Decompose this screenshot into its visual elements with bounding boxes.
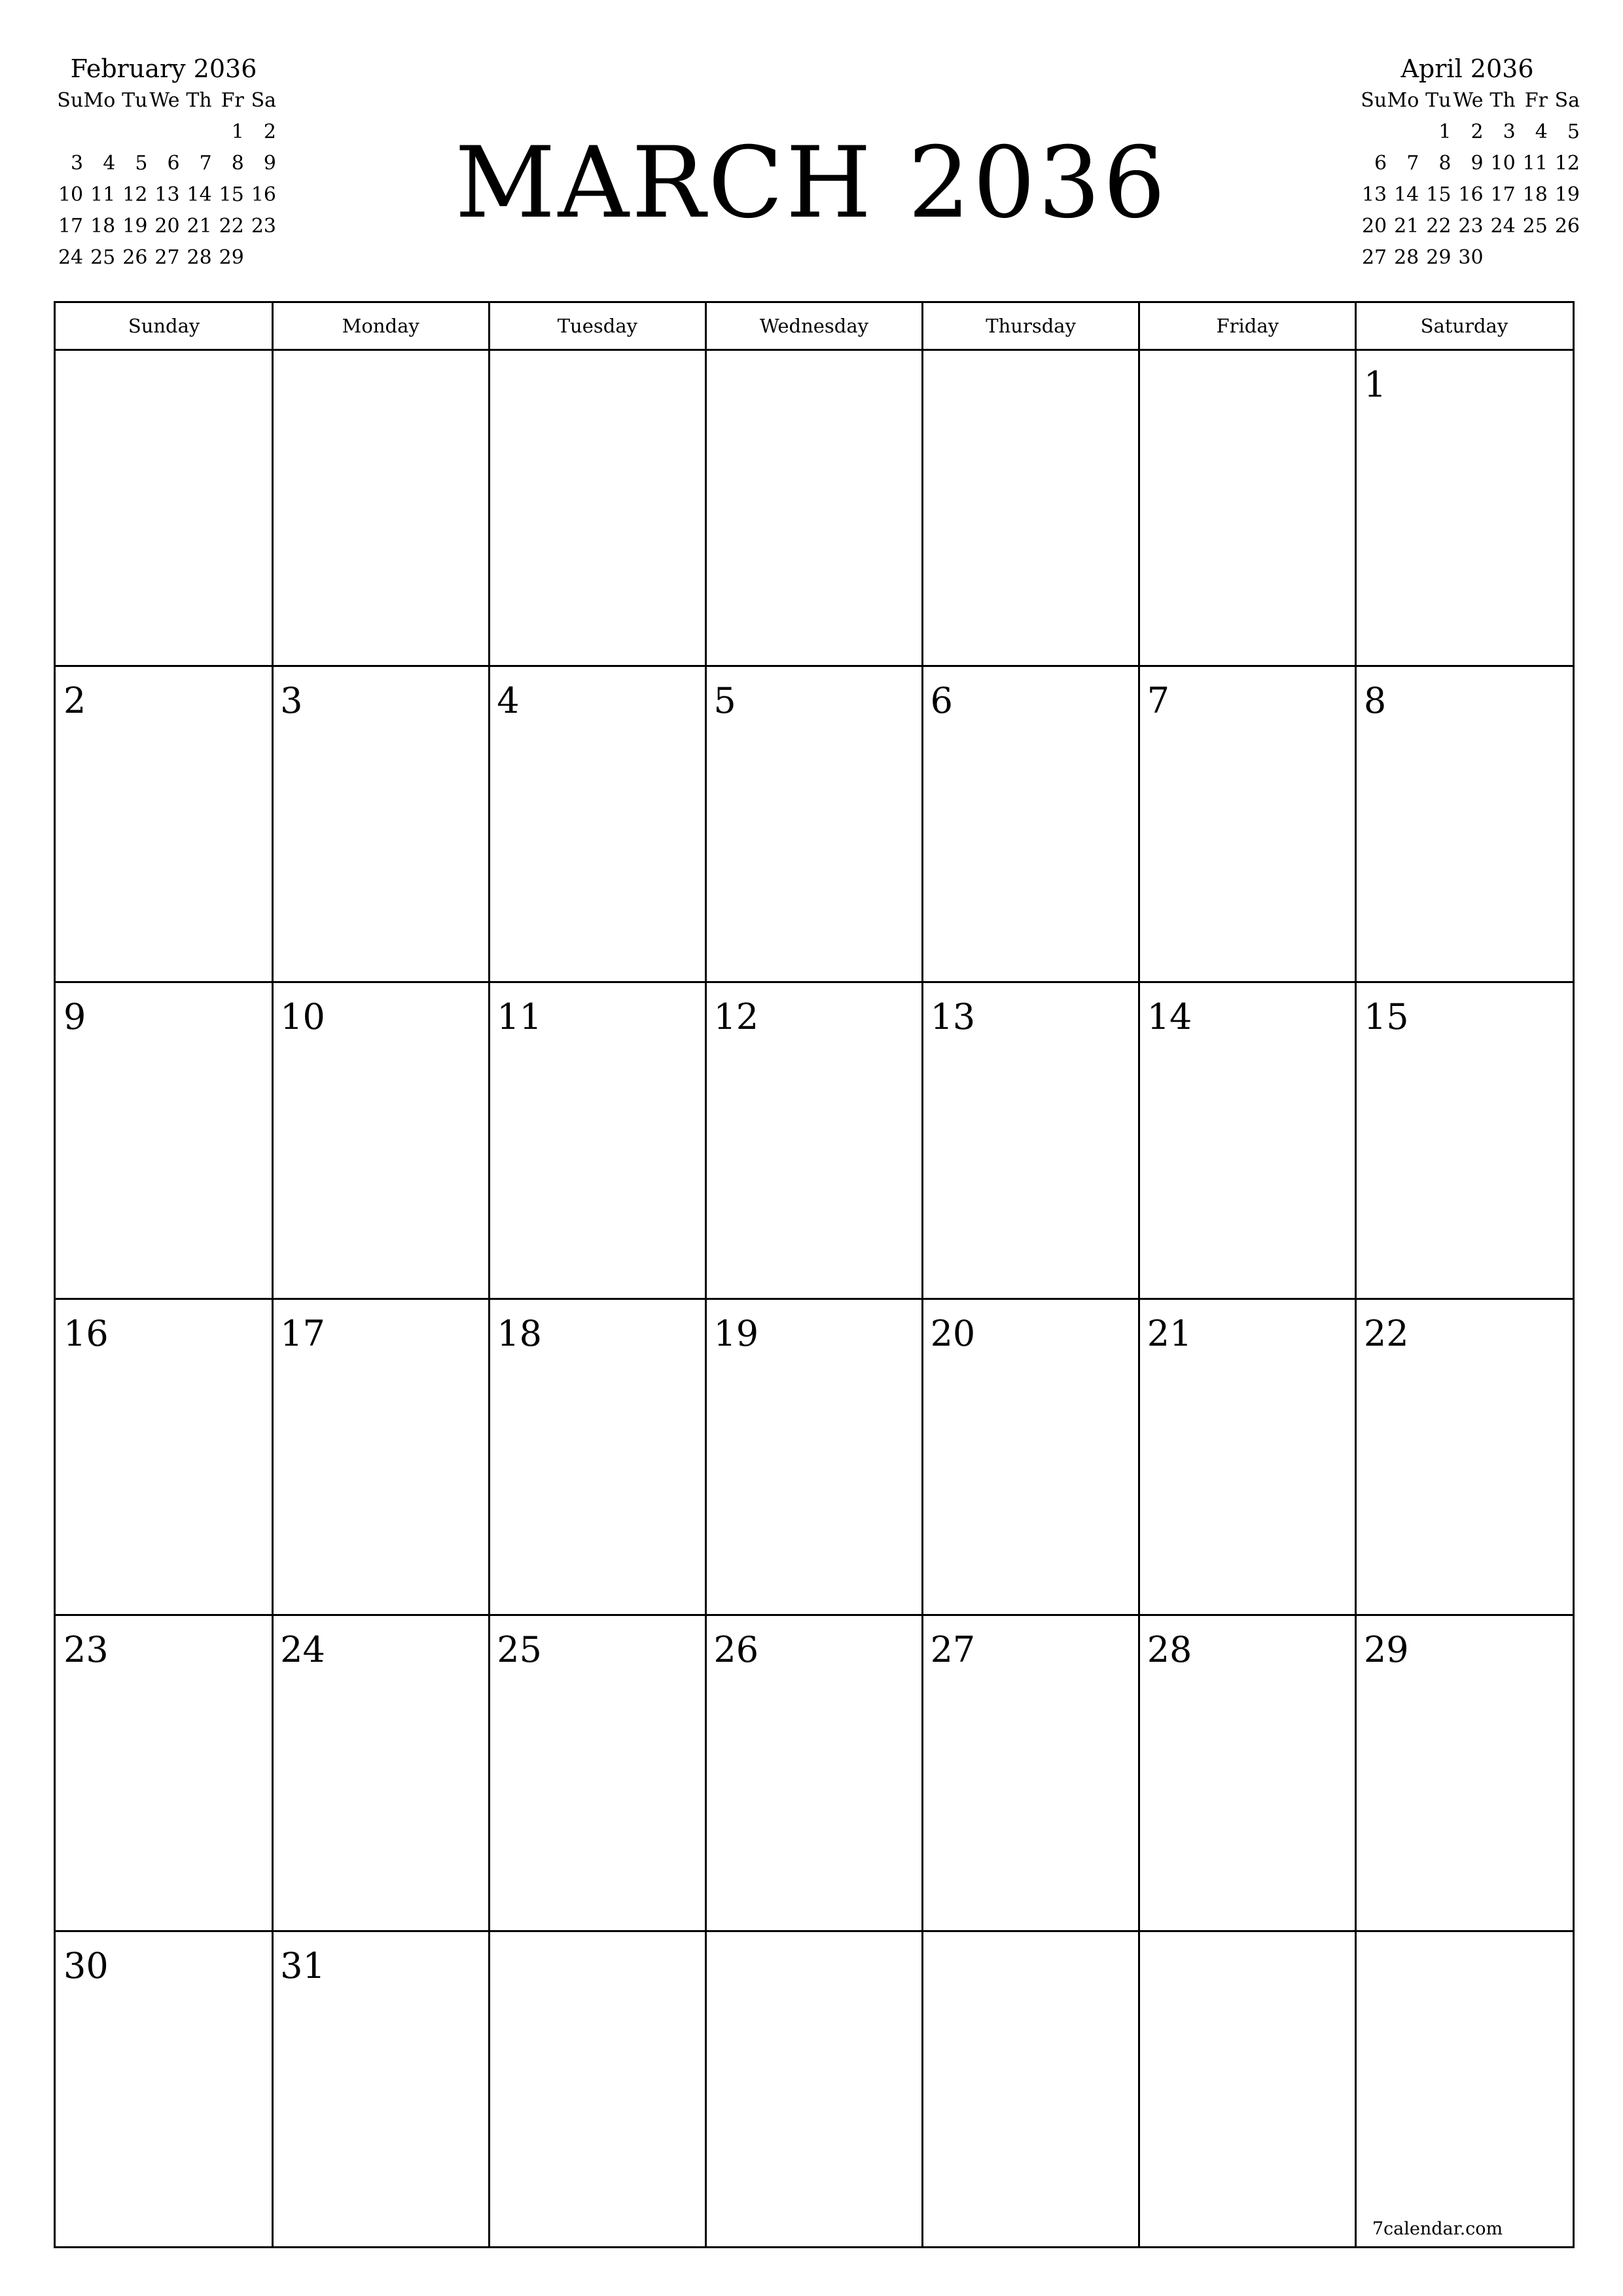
day-number: 5: [713, 680, 736, 722]
mini-weekday-label: We: [1453, 89, 1484, 112]
mini-day: 14: [1394, 183, 1419, 206]
mini-week-row: [51, 211, 276, 242]
day-number: 15: [1363, 996, 1409, 1038]
mini-week-row: [51, 148, 276, 179]
day-cell[interactable]: [923, 665, 1139, 981]
mini-day: 24: [1490, 215, 1516, 238]
mini-day: 24: [58, 246, 84, 269]
mini-day: 16: [251, 183, 276, 206]
mini-day: 22: [219, 215, 244, 238]
day-cell[interactable]: [1356, 1298, 1573, 1614]
mini-day: 6: [1374, 152, 1387, 175]
day-number: 17: [280, 1312, 325, 1354]
month-grid: [54, 301, 1575, 2248]
mini-day: 2: [1471, 120, 1484, 143]
day-number: 16: [63, 1312, 109, 1354]
mini-day: 25: [90, 246, 116, 269]
weekday-header-friday: Friday: [1216, 315, 1279, 337]
day-number: 11: [497, 996, 542, 1038]
day-number: 1: [1363, 364, 1387, 405]
mini-day: 23: [251, 215, 276, 238]
mini-day: 21: [187, 215, 212, 238]
mini-day: 13: [1361, 183, 1387, 206]
mini-day: 6: [167, 152, 180, 175]
mini-day: [1387, 117, 1419, 148]
mini-weekday-label: Mo: [1387, 89, 1419, 112]
mini-weekday-label: Sa: [251, 89, 276, 112]
day-number: 28: [1147, 1628, 1192, 1670]
day-cell[interactable]: [272, 1614, 489, 1930]
day-number: 20: [930, 1312, 976, 1354]
day-number: 9: [63, 996, 86, 1038]
mini-weekday-label: Su: [57, 89, 84, 112]
day-cell[interactable]: [1139, 1930, 1356, 2246]
mini-day: [1355, 117, 1387, 148]
mini-day: 17: [58, 215, 84, 238]
page-title: MARCH 2036: [455, 126, 1168, 240]
mini-calendar-next-month: [1355, 52, 1580, 274]
mini-weekday-label: Su: [1361, 89, 1387, 112]
day-cell[interactable]: [489, 1298, 705, 1614]
day-cell[interactable]: [923, 1298, 1139, 1614]
mini-day: 4: [1535, 120, 1548, 143]
day-cell[interactable]: [1139, 665, 1356, 981]
day-number: 10: [280, 996, 325, 1038]
mini-calendar-title: February 2036: [70, 54, 257, 83]
day-cell[interactable]: [1356, 981, 1573, 1297]
day-number: 2: [63, 680, 86, 722]
weekday-header-tuesday: Tuesday: [557, 315, 637, 337]
mini-day: [1484, 242, 1516, 274]
mini-day: [51, 117, 83, 148]
mini-day: [1516, 242, 1548, 274]
weekday-header-sunday: Sunday: [128, 315, 200, 337]
day-cell[interactable]: [705, 665, 922, 981]
weekday-header-monday: Monday: [342, 315, 419, 337]
day-cell[interactable]: [272, 665, 489, 981]
mini-week-row: [51, 242, 276, 274]
mini-day: 23: [1458, 215, 1484, 238]
day-number: 14: [1147, 996, 1192, 1038]
mini-day: 12: [122, 183, 148, 206]
mini-day: 27: [154, 246, 180, 269]
weekday-header-thursday: Thursday: [986, 315, 1076, 337]
day-cell[interactable]: [272, 349, 489, 665]
mini-weekday-row: [1355, 85, 1580, 117]
mini-day: [147, 117, 179, 148]
day-number: 7: [1147, 680, 1170, 722]
day-cell[interactable]: [705, 1298, 922, 1614]
mini-weekday-label: Mo: [83, 89, 116, 112]
weekday-header-wednesday: Wednesday: [759, 315, 869, 337]
mini-day: 18: [1522, 183, 1548, 206]
day-cell[interactable]: [272, 1930, 489, 2246]
day-cell[interactable]: [923, 981, 1139, 1297]
mini-day: [180, 117, 212, 148]
mini-day: 17: [1490, 183, 1516, 206]
mini-day: [244, 242, 276, 274]
day-number: 19: [713, 1312, 759, 1354]
day-number: 3: [280, 680, 303, 722]
mini-day: 14: [187, 183, 212, 206]
mini-day: 10: [1490, 152, 1516, 175]
mini-weekday-label: Fr: [221, 89, 244, 112]
mini-day: 4: [103, 152, 116, 175]
day-cell[interactable]: [1356, 665, 1573, 981]
mini-day: [83, 117, 115, 148]
mini-day: 28: [187, 246, 212, 269]
mini-day: 5: [1567, 120, 1580, 143]
day-cell[interactable]: [1356, 349, 1573, 665]
day-cell[interactable]: [705, 349, 922, 665]
day-cell[interactable]: [272, 981, 489, 1297]
day-number: 25: [497, 1628, 542, 1670]
day-number: 30: [63, 1945, 109, 1986]
day-cell[interactable]: [489, 349, 705, 665]
day-number: 13: [930, 996, 976, 1038]
mini-day: 7: [1406, 152, 1419, 175]
mini-day: 30: [1458, 246, 1484, 269]
mini-day: 27: [1361, 246, 1387, 269]
day-number: 23: [63, 1628, 109, 1670]
mini-calendar-table: [1355, 85, 1580, 274]
mini-weekday-row: [51, 85, 276, 117]
mini-day: 5: [135, 152, 148, 175]
mini-weekday-label: Tu: [122, 89, 148, 112]
mini-day: 15: [1426, 183, 1452, 206]
mini-week-row: [51, 179, 276, 211]
mini-day: 9: [263, 152, 276, 175]
mini-weekday-label: Tu: [1425, 89, 1452, 112]
day-cell[interactable]: [923, 1930, 1139, 2246]
credit-text: 7calendar.com: [1372, 2219, 1503, 2239]
day-number: 26: [713, 1628, 759, 1670]
mini-day: 2: [263, 120, 276, 143]
day-cell[interactable]: [489, 665, 705, 981]
weekday-header-saturday: Saturday: [1420, 315, 1508, 337]
mini-weekday-label: Sa: [1554, 89, 1580, 112]
mini-day: 28: [1394, 246, 1419, 269]
mini-day: 7: [199, 152, 212, 175]
mini-day: 1: [231, 120, 244, 143]
mini-calendar-table: [51, 85, 276, 274]
mini-week-row: [1355, 148, 1580, 179]
day-number: 27: [930, 1628, 976, 1670]
mini-calendar-previous-month: [51, 52, 276, 274]
day-cell[interactable]: [489, 981, 705, 1297]
mini-day: 20: [1361, 215, 1387, 238]
mini-week-row: [1355, 211, 1580, 242]
mini-day: 12: [1554, 152, 1580, 175]
day-cell[interactable]: [923, 1614, 1139, 1930]
mini-day: 22: [1426, 215, 1452, 238]
mini-day: 15: [219, 183, 244, 206]
day-cell[interactable]: [489, 1614, 705, 1930]
day-cell[interactable]: [56, 665, 272, 981]
day-number: 31: [280, 1945, 325, 1986]
mini-day: 11: [1522, 152, 1548, 175]
day-cell[interactable]: [56, 981, 272, 1297]
day-number: 12: [713, 996, 759, 1038]
mini-day: 11: [90, 183, 116, 206]
day-number: 22: [1363, 1312, 1409, 1354]
mini-weekday-label: Th: [186, 89, 212, 112]
day-number: 8: [1363, 680, 1387, 722]
mini-weekday-label: Fr: [1524, 89, 1548, 112]
mini-day: 26: [122, 246, 148, 269]
day-number: 18: [497, 1312, 542, 1354]
mini-day: 13: [154, 183, 180, 206]
mini-day: 3: [1503, 120, 1516, 143]
mini-day: 8: [231, 152, 244, 175]
mini-day: 8: [1438, 152, 1452, 175]
day-cell[interactable]: [56, 1930, 272, 2246]
day-cell[interactable]: [1139, 349, 1356, 665]
day-cell[interactable]: [1139, 1298, 1356, 1614]
mini-day: 26: [1554, 215, 1580, 238]
mini-day: 1: [1438, 120, 1452, 143]
mini-week-row: [1355, 242, 1580, 274]
mini-day: 10: [58, 183, 84, 206]
mini-day: 19: [122, 215, 148, 238]
day-cell[interactable]: [1356, 1614, 1573, 1930]
day-cell[interactable]: [56, 1614, 272, 1930]
mini-week-row: [1355, 117, 1580, 148]
day-cell[interactable]: [1139, 1614, 1356, 1930]
day-cell[interactable]: [705, 981, 922, 1297]
day-number: 6: [930, 680, 953, 722]
mini-day: 25: [1522, 215, 1548, 238]
mini-day: [115, 117, 147, 148]
mini-day: 29: [1426, 246, 1452, 269]
day-cell[interactable]: [923, 349, 1139, 665]
mini-day: 18: [90, 215, 116, 238]
weekday-header-row: [56, 303, 1573, 351]
mini-weekday-label: We: [149, 89, 180, 112]
day-cell[interactable]: [1356, 1930, 1573, 2246]
day-number: 21: [1147, 1312, 1192, 1354]
mini-weekday-label: Th: [1489, 89, 1516, 112]
mini-week-row: [51, 117, 276, 148]
mini-day: 9: [1471, 152, 1484, 175]
mini-calendar-title: April 2036: [1400, 54, 1534, 83]
mini-week-row: [1355, 179, 1580, 211]
day-number: 24: [280, 1628, 325, 1670]
day-cell[interactable]: [56, 349, 272, 665]
day-cell[interactable]: [1139, 981, 1356, 1297]
mini-day: [1548, 242, 1580, 274]
day-cell[interactable]: [705, 1614, 922, 1930]
mini-day: 19: [1554, 183, 1580, 206]
mini-day: 21: [1394, 215, 1419, 238]
mini-day: 20: [154, 215, 180, 238]
day-cell[interactable]: [705, 1930, 922, 2246]
day-cell[interactable]: [56, 1298, 272, 1614]
mini-day: 16: [1458, 183, 1484, 206]
day-number: 29: [1363, 1628, 1409, 1670]
day-number: 4: [497, 680, 520, 722]
mini-day: 29: [219, 246, 244, 269]
day-cell[interactable]: [489, 1930, 705, 2246]
day-cell[interactable]: [272, 1298, 489, 1614]
mini-day: 3: [71, 152, 84, 175]
